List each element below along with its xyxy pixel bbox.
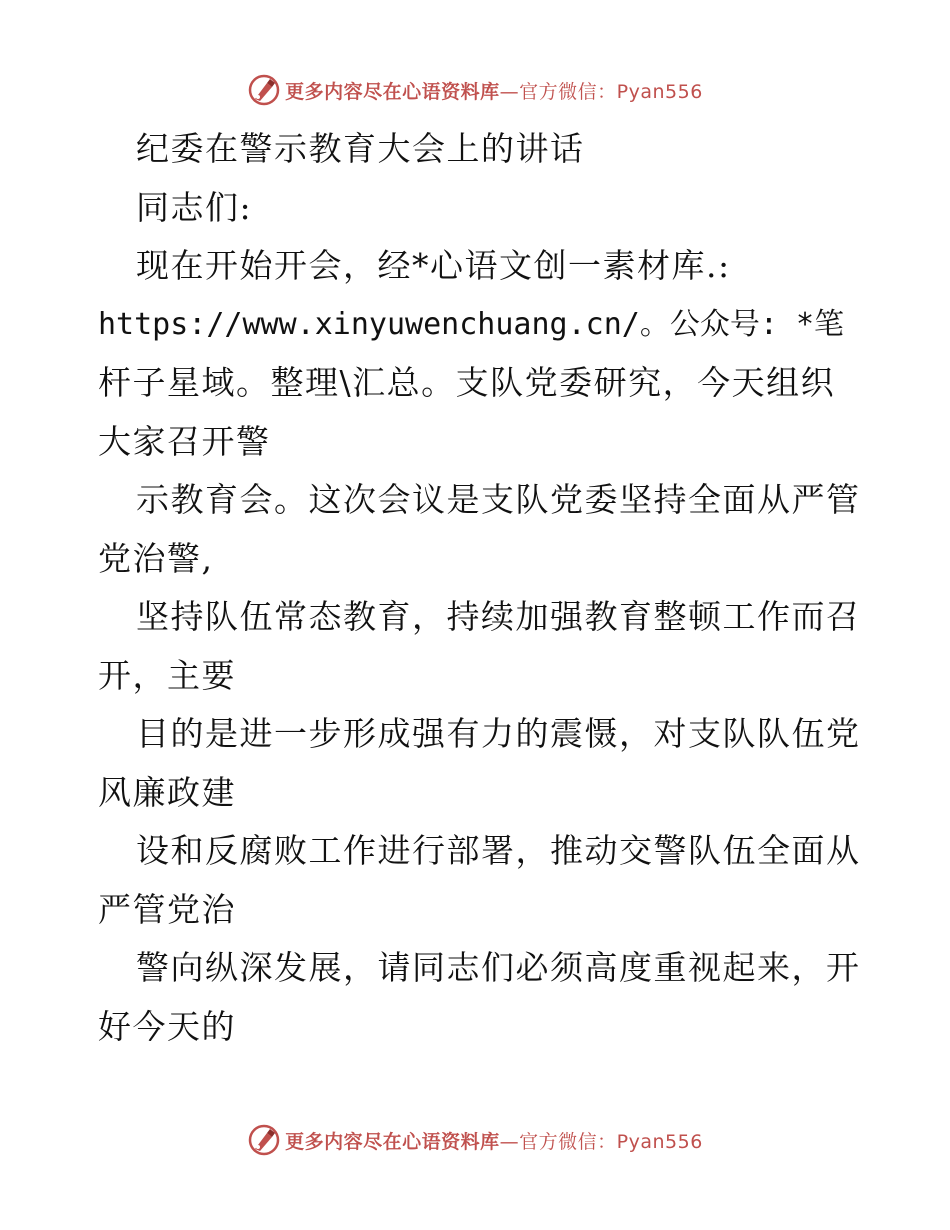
footer-banner-main: 更多内容尽在心语资料库 <box>285 1130 500 1153</box>
paragraph-line: 警向纵深发展，请同志们必须高度重视起来，开 <box>136 948 861 987</box>
footer-banner-text <box>285 1127 703 1154</box>
paragraph-line: 好今天的 <box>98 1006 236 1046</box>
paragraph-line: 现在开始开会，经*心语文创一素材库.: <box>136 246 731 285</box>
footer-banner <box>0 1120 950 1160</box>
header-banner-contact: 官方微信：Pyan556 <box>519 80 703 103</box>
document-title: 纪委在警示教育大会上的讲话 <box>136 129 585 168</box>
paragraph-line: 设和反腐败工作进行部署，推动交警队伍全面从 <box>136 831 861 870</box>
footer-banner-separator: — <box>499 1130 520 1153</box>
paragraph-line: 严管党治 <box>98 889 236 929</box>
paragraph-line: 党治警, <box>98 538 214 578</box>
paragraph-line: 示教育会。这次会议是支队党委坚持全面从严管 <box>136 480 861 519</box>
paragraph-line: 坚持队伍常态教育，持续加强教育整顿工作而召 <box>136 597 861 636</box>
paragraph-line: 杆子星域。整理\汇总。支队党委研究，今天组织 <box>98 363 836 402</box>
paragraph-line: 大家召开警 <box>98 421 271 461</box>
header-banner-main: 更多内容尽在心语资料库 <box>285 80 500 103</box>
paragraph-line: 开，主要 <box>98 655 236 695</box>
pen-logo-icon <box>247 1123 281 1157</box>
salutation: 同志们: <box>136 187 253 227</box>
header-banner-separator: — <box>499 80 520 103</box>
footer-banner-contact: 官方微信：Pyan556 <box>519 1130 703 1153</box>
paragraph-line: 目的是进一步形成强有力的震慑，对支队队伍党 <box>136 714 861 753</box>
document-body <box>98 120 861 1056</box>
paragraph-line: https://www.xinyuwenchuang.cn/。公众号: *笔 <box>98 306 845 342</box>
pen-logo-icon <box>247 73 281 107</box>
header-banner <box>0 70 950 110</box>
paragraph-line: 风廉政建 <box>98 772 236 812</box>
header-banner-text <box>285 77 703 104</box>
